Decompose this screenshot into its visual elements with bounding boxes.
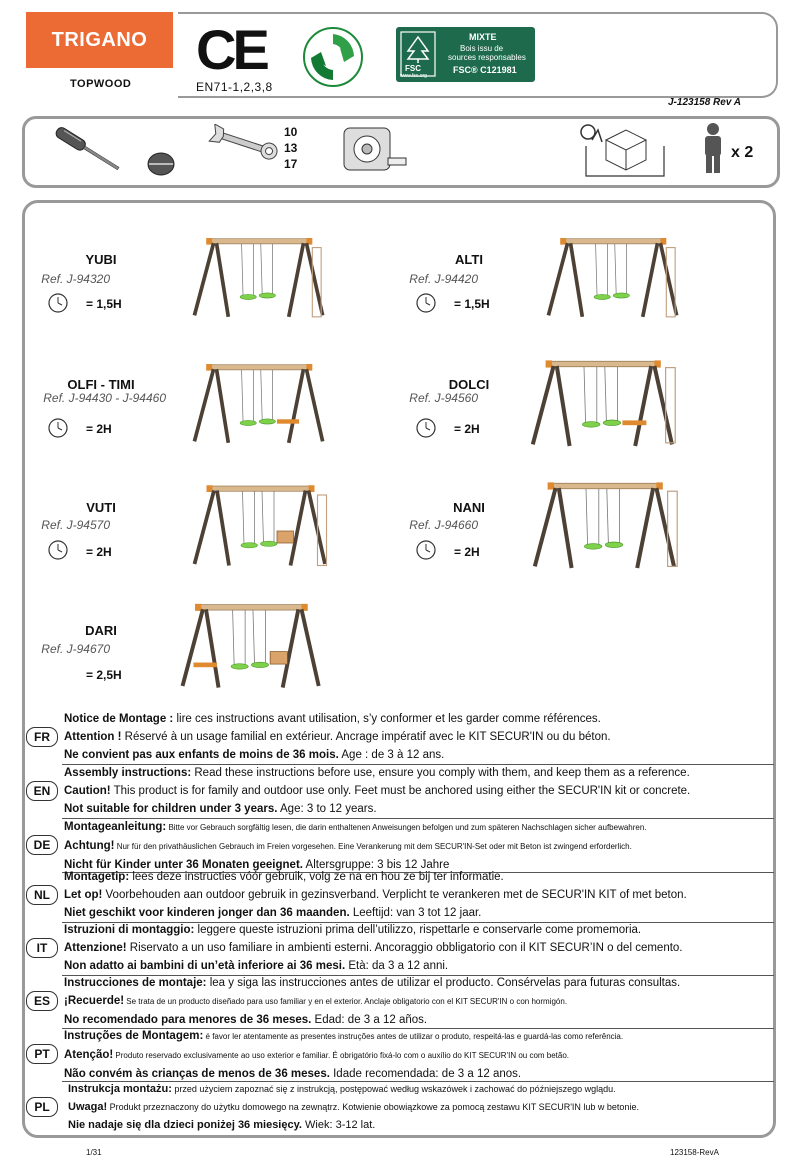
- model-name: DARI: [85, 623, 117, 638]
- fsc-line1: Bois issu de: [460, 44, 504, 53]
- warning-title: Let op!: [64, 889, 103, 901]
- swing-illustration: [190, 470, 340, 586]
- norm-label: EN71-1,2,3,8: [196, 80, 273, 94]
- lang-block-nl: [28, 868, 778, 922]
- notice-text: Read these instructions before use, ensure you comply with them, and keep them as a reference.: [191, 767, 690, 779]
- lang-block-pt: [28, 1027, 778, 1083]
- notice-text: lea y siga las instrucciones antes de utilizar el producto. Consérvelas para futuras consultas.: [206, 977, 681, 989]
- person-icon: [700, 122, 726, 174]
- wrench-size: 17: [284, 157, 298, 171]
- lang-code: IT: [26, 938, 58, 958]
- notice-title: Montageanleitung:: [64, 821, 167, 833]
- age-text: Age: 3 to 12 years.: [277, 803, 377, 815]
- ce-mark: CE: [196, 18, 266, 81]
- swing-illustration: [544, 222, 684, 338]
- wrench-size: 13: [284, 141, 298, 155]
- assembly-time: = 1,5H: [454, 297, 490, 311]
- age-warning: Not suitable for children under 3 years.: [64, 803, 278, 815]
- page-number: 1/31: [86, 1148, 102, 1157]
- wrench-sizes: [284, 124, 297, 172]
- lang-block-it: [28, 921, 778, 975]
- tape-measure-icon: [340, 122, 408, 176]
- swing-illustration: [170, 590, 350, 710]
- lang-block-fr: [28, 710, 778, 764]
- assembly-time: = 2H: [454, 422, 480, 436]
- assembly-time: = 2H: [454, 545, 480, 559]
- fsc-license: FSC® C121981: [453, 65, 517, 75]
- clock-icon: [416, 418, 436, 438]
- clock-icon: [416, 293, 436, 313]
- lang-code: PL: [26, 1097, 58, 1117]
- model-name: OLFI - TIMI: [67, 377, 135, 392]
- lang-block-es: [28, 974, 778, 1029]
- model-name: VUTI: [86, 500, 116, 515]
- age-text: Wiek: 3-12 lat.: [301, 1119, 376, 1131]
- model-ref: Ref. J-94560: [409, 391, 478, 405]
- fsc-label: [396, 27, 535, 82]
- warning-title: Attenzione!: [64, 942, 127, 954]
- clock-icon: [48, 418, 68, 438]
- age-text: Leeftijd: van 3 tot 12 jaar.: [349, 907, 482, 919]
- warning-text: Nur für den privathäuslichen Gebrauch im Freien vorgesehen. Eine Verankerung mit dem SECUR'IN-Set oder mit Beton ist zwingend erforderlich.: [114, 842, 632, 851]
- swing-illustration: [530, 470, 690, 586]
- notice-text: przed użyciem zapoznać się z instrukcją, postępować według wskazówek i zachować do późniejszego wglądu.: [171, 1084, 616, 1094]
- lang-block-en: [28, 764, 778, 818]
- model-name: YUBI: [85, 252, 117, 267]
- warning-title: ¡Recuerde!: [64, 995, 125, 1007]
- brand-logo: TRIGANO: [26, 12, 173, 68]
- lang-code: PT: [26, 1044, 58, 1064]
- age-text: Altersgruppe: 3 bis 12 Jahre: [302, 859, 450, 871]
- assembly-time: = 2H: [86, 545, 112, 559]
- notice-text: lire ces instructions avant utilisation, s’y conformer et les garder comme références.: [173, 713, 601, 725]
- warning-title: Achtung!: [64, 840, 115, 852]
- clock-icon: [48, 540, 68, 560]
- warning-title: Attention !: [64, 731, 122, 743]
- lang-code: ES: [26, 991, 58, 1011]
- sub-brand: TOPWOOD: [70, 78, 132, 90]
- swing-illustration: [528, 348, 688, 464]
- warning-title: Caution!: [64, 785, 111, 797]
- assembly-time: = 2,5H: [86, 668, 122, 682]
- model-name: ALTI: [455, 252, 483, 267]
- lang-code: FR: [26, 727, 58, 747]
- notice-title: Istruzioni di montaggio:: [64, 924, 195, 936]
- age-text: Age : de 3 à 12 ans.: [338, 749, 445, 761]
- notice-title: Instrucciones de montaje:: [64, 977, 207, 989]
- wrench-icon: [206, 124, 282, 164]
- age-warning: No recomendado para menores de 36 meses.: [64, 1014, 312, 1026]
- assembly-time: = 2H: [86, 422, 112, 436]
- age-warning: Niet geschikt voor kinderen jonger dan 36 maanden.: [64, 907, 350, 919]
- age-warning: Nicht für Kinder unter 36 Monaten geeignet.: [64, 859, 303, 871]
- warning-text: Produkt przeznaczony do użytku domowego na zewnątrz. Kotwienie obowiązkowe za pomocą zestawu KIT SECUR'IN lub w betonie.: [107, 1102, 639, 1112]
- fsc-title: MIXTE: [469, 32, 497, 42]
- swing-illustration: [190, 222, 330, 338]
- fsc-line2: sources responsables: [448, 53, 526, 62]
- age-warning: Não convém às crianças de menos de 36 meses.: [64, 1068, 330, 1080]
- person-count: x 2: [731, 144, 754, 161]
- warning-text: Se trata de un producto diseñado para uso familiar y en el exterior. Anclaje obligatorio con el KIT SECUR'IN o con hormigón.: [124, 997, 568, 1006]
- age-warning: Ne convient pas aux enfants de moins de 36 mois.: [64, 749, 339, 761]
- notice-text: lees deze instructies vóór gebruik, volg ze na en hou ze bij ter informatie.: [129, 871, 504, 883]
- clock-icon: [48, 293, 68, 313]
- lang-code: EN: [26, 781, 58, 801]
- model-name: DOLCI: [448, 377, 490, 392]
- age-warning: Nie nadaje się dla dzieci poniżej 36 miesięcy.: [68, 1119, 302, 1131]
- notice-text: é favor ler atentamente as presentes instruções antes de utilizar o produto, respeitá-las e guardá-las como referência.: [203, 1032, 624, 1041]
- warning-text: Riservato a un uso familiare in ambienti esterni. Ancoraggio obbligatorio con il KIT SECUR’IN o del cemento.: [126, 942, 683, 954]
- notice-title: Montagetip:: [64, 871, 130, 883]
- green-dot-icon: [302, 26, 364, 88]
- warning-text: Produto reservado exclusivamente ao uso exterior e familiar. É obrigatório fixá-lo com o auxílio do KIT SECUR'IN ou com betão.: [113, 1051, 570, 1060]
- notice-title: Instrukcja montażu:: [68, 1083, 172, 1095]
- age-warning: Non adatto ai bambini di un’età inferiore ai 36 mesi.: [64, 960, 346, 972]
- footer-code: 123158-RevA: [670, 1148, 719, 1157]
- age-text: Edad: de 3 a 12 años.: [311, 1014, 428, 1026]
- screwdriver-icon: [52, 124, 132, 174]
- fsc-logo-text: FSC: [405, 64, 421, 73]
- warning-title: Atenção!: [64, 1049, 114, 1061]
- lang-code: DE: [26, 835, 58, 855]
- warning-text: This product is for family and outdoor use only. Feet must be anchored using either the SECUR'IN kit or concrete.: [110, 785, 691, 797]
- notice-text: leggere queste istruzioni prima dell’utilizzo, rispettarle e conservarle come promemoria.: [194, 924, 642, 936]
- assembly-time: = 1,5H: [86, 297, 122, 311]
- notice-title: Assembly instructions:: [64, 767, 192, 779]
- notice-text: Bitte vor Gebrauch sorgfältig lesen, die darin enthaltenen Anweisungen befolgen und zum späteren Nachschlagen sicher aufbewahren.: [166, 823, 647, 832]
- document-reference: J-123158 Rev A: [668, 97, 742, 108]
- notice-title: Notice de Montage :: [64, 713, 174, 725]
- age-text: Idade recomendada: de 3 a 12 anos.: [329, 1068, 522, 1080]
- model-ref: Ref. J-94420: [409, 272, 478, 286]
- model-ref: Ref. J-94570: [41, 518, 110, 532]
- warning-text: Voorbehouden aan outdoor gebruik in gezinsverband. Verplicht te verankeren met de SECUR'IN KIT of met beton.: [102, 889, 687, 901]
- notice-title: Instruções de Montagem:: [64, 1030, 204, 1042]
- fsc-url: www.fsc.org: [400, 73, 427, 79]
- lang-block-pl: [28, 1080, 778, 1134]
- model-ref: Ref. J-94670: [41, 642, 110, 656]
- clock-icon: [416, 540, 436, 560]
- screw-head-icon: [146, 151, 176, 177]
- swing-illustration: [190, 348, 330, 464]
- model-ref: Ref. J-94320: [41, 272, 110, 286]
- wrench-size: 10: [284, 125, 298, 139]
- warning-title: Uwaga!: [68, 1101, 108, 1113]
- packaging-icon: [578, 120, 668, 178]
- warning-text: Réservé à un usage familial en extérieur. Ancrage impératif avec le KIT SECUR'IN ou du béton.: [121, 731, 611, 743]
- model-ref: Ref. J-94430 - J-94460: [43, 391, 166, 405]
- model-ref: Ref. J-94660: [409, 518, 478, 532]
- age-text: Età: da 3 a 12 anni.: [345, 960, 449, 972]
- lang-block-de: [28, 818, 778, 874]
- model-name: NANI: [453, 500, 485, 515]
- lang-code: NL: [26, 885, 58, 905]
